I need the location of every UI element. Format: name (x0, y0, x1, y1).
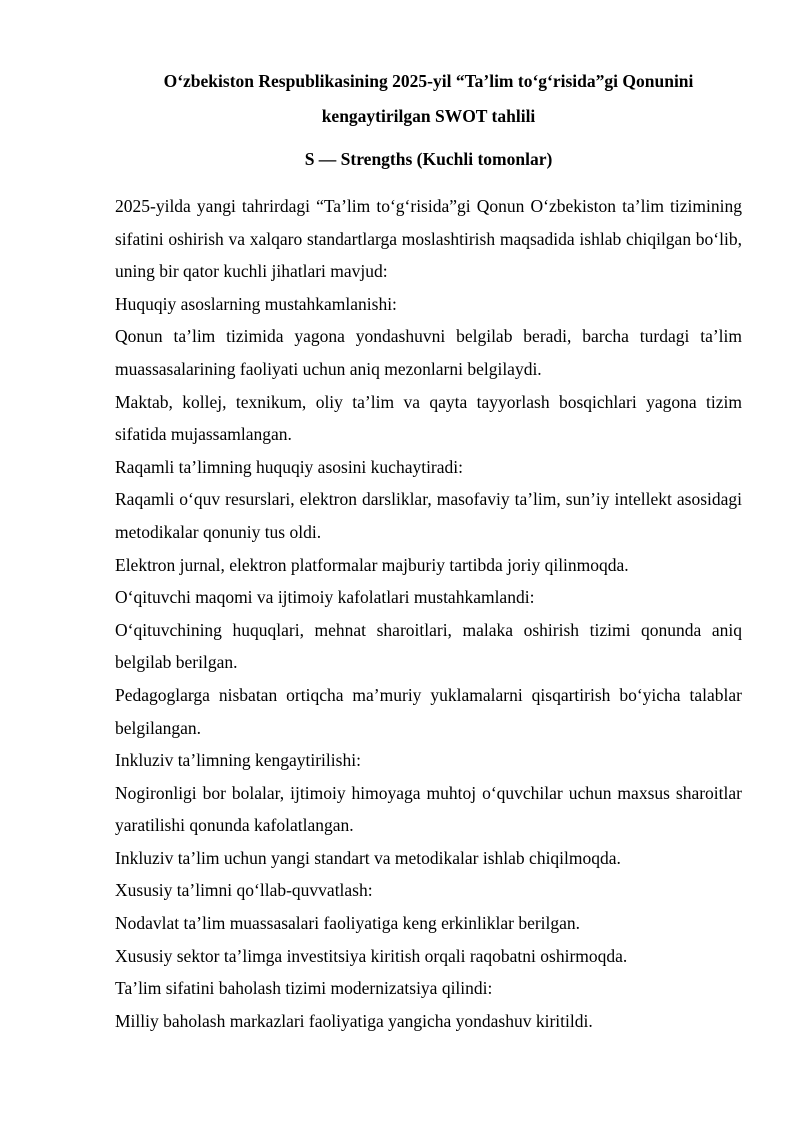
paragraph: Maktab, kollej, texnikum, oliy ta’lim va qayta tayyorlash bosqichlari yagona tizim sifatida mujassamlangan. (115, 391, 742, 445)
document-body (115, 190, 742, 1037)
document-title-line-2: kengaytirilgan SWOT tahlili (321, 106, 536, 126)
paragraph: Xususiy ta’limni qo‘llab-quvvatlash: (115, 880, 373, 901)
paragraph: Huquqiy asoslarning mustahkamlanishi: (115, 293, 397, 314)
paragraph: Milliy baholash markazlari faoliyatiga yangicha yondashuv kiritildi. (115, 1010, 593, 1031)
paragraph: Nogironligi bor bolalar, ijtimoiy himoyaga muhtoj o‘quvchilar uchun maxsus sharoitlar yaratilishi qonunda kafolatlangan. (115, 782, 742, 836)
paragraph: O‘qituvchining huquqlari, mehnat sharoitlari, malaka oshirish tizimi qonunda aniq belgilab berilgan. (115, 619, 742, 673)
paragraph: Raqamli o‘quv resurslari, elektron darsliklar, masofaviy ta’lim, sun’iy intellekt asosidagi metodikalar qonuniy tus oldi. (115, 489, 742, 542)
paragraph: 2025-yilda yangi tahrirdagi “Ta’lim to‘g‘risida”gi Qonun O‘zbekiston ta’lim tizimining sifatini oshirish va xalqaro standartlarga moslashtirish maqsadida ishlab chiqilgan bo‘lib, uning bir qator kuchli jihatlari mavjud: (115, 196, 742, 282)
paragraph: Pedagoglarga nisbatan ortiqcha ma’muriy yuklamalarni qisqartirish bo‘yicha talablar belgilangan. (115, 684, 742, 738)
paragraph: Inkluziv ta’lim uchun yangi standart va metodikalar ishlab chiqilmoqda. (115, 847, 621, 868)
paragraph: Nodavlat ta’lim muassasalari faoliyatiga keng erkinliklar berilgan. (115, 913, 581, 934)
paragraph: Inkluziv ta’limning kengaytirilishi: (115, 750, 361, 771)
paragraph: Xususiy sektor ta’limga investitsiya kiritish orqali raqobatni oshirmoqda. (115, 945, 628, 966)
document-title-line-1: O‘zbekiston Respublikasining 2025-yil “Ta’lim to‘g‘risida”gi Qonunini (163, 71, 694, 91)
paragraph: O‘qituvchi maqomi va ijtimoiy kafolatlari mustahkamlandi: (115, 587, 535, 608)
section-heading: S — Strengths (Kuchli tomonlar) (304, 149, 553, 169)
paragraph: Elektron jurnal, elektron platformalar majburiy tartibda joriy qilinmoqda. (115, 554, 629, 575)
paragraph: Ta’lim sifatini baholash tizimi modernizatsiya qilindi: (115, 978, 493, 999)
paragraph: Raqamli ta’limning huquqiy asosini kuchaytiradi: (115, 456, 464, 477)
paragraph: Qonun ta’lim tizimida yagona yondashuvni belgilab beradi, barcha turdagi ta’lim muassasalarining faoliyati uchun aniq mezonlarni belgilaydi. (115, 326, 742, 379)
document-title (115, 64, 742, 134)
